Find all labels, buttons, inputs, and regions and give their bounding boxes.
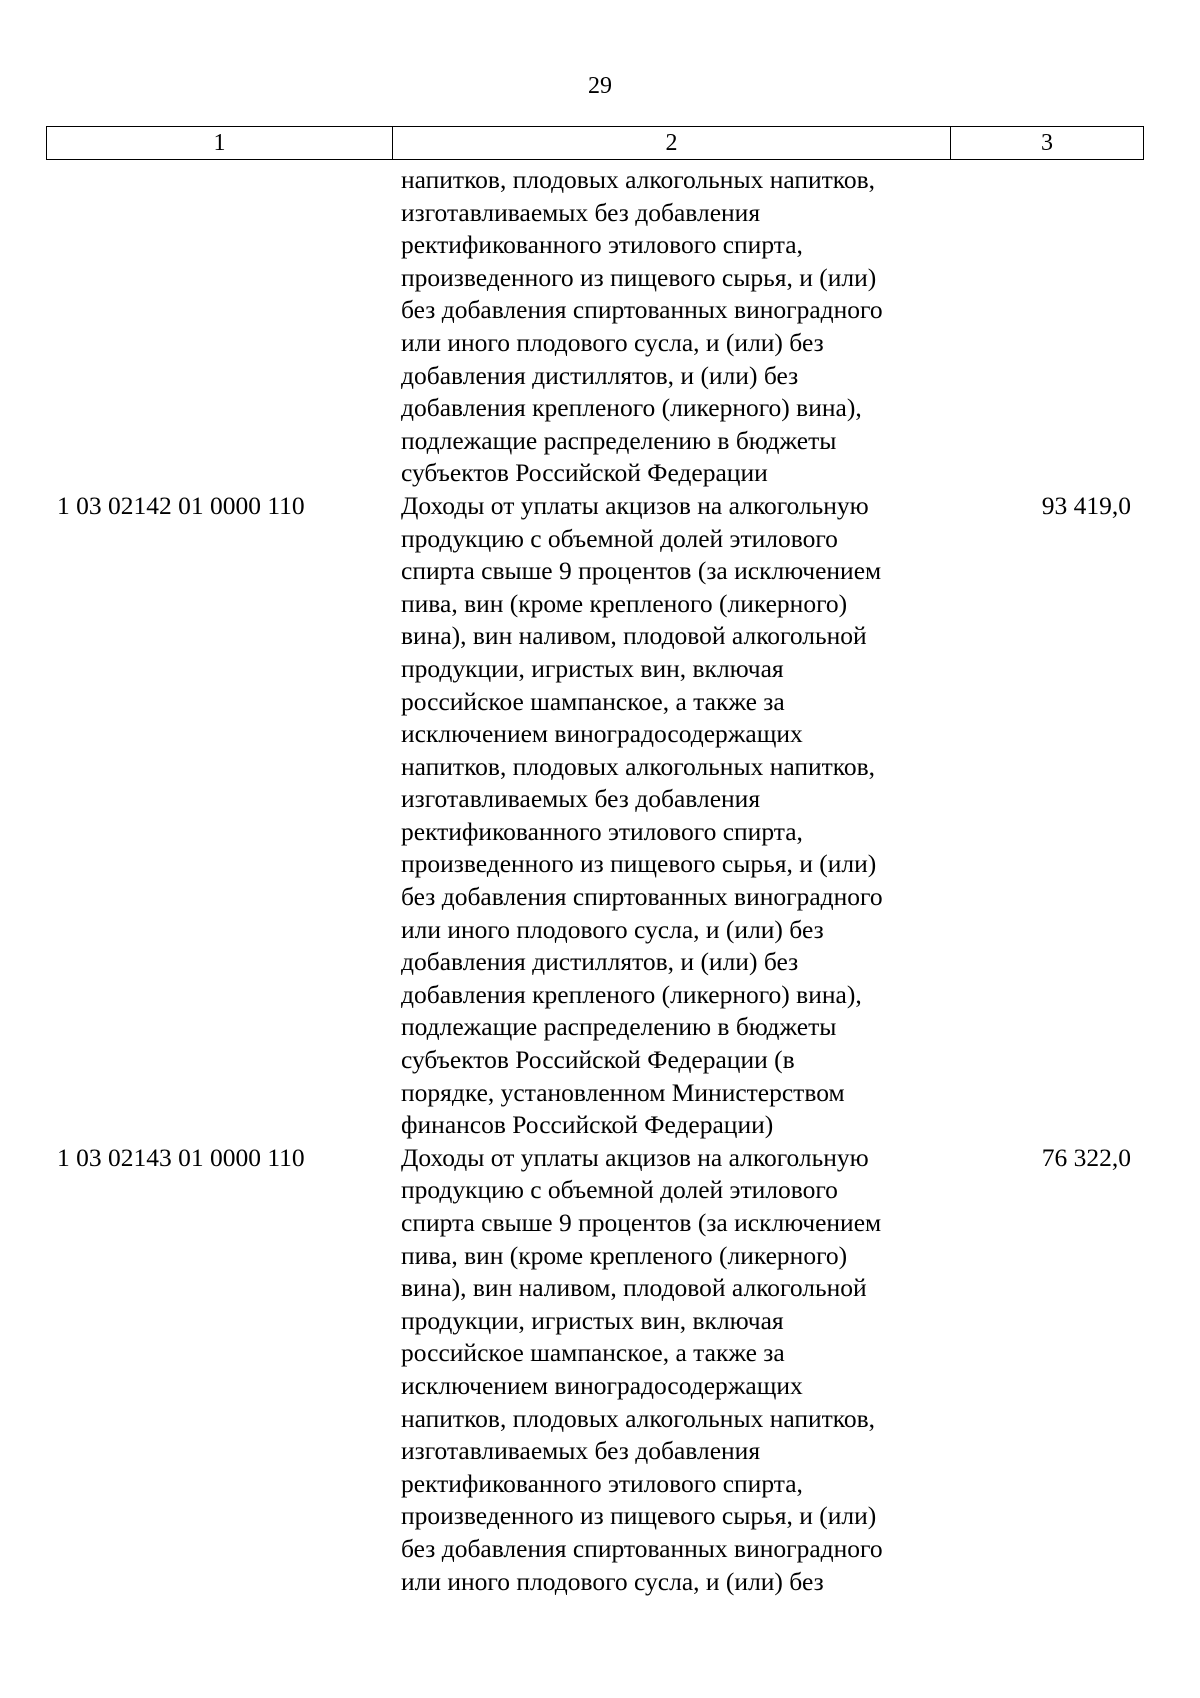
revenue-description (392, 1142, 950, 1598)
description-line: продукцию с объемной долей этилового (401, 523, 838, 553)
description-line: продукцию с объемной долей этилового (401, 1175, 838, 1205)
description-line: вина), вин наливом, плодовой алкогольной (401, 621, 867, 651)
column-header-2: 2 (393, 127, 951, 160)
description-line: порядке, установленном Министерством (401, 1077, 845, 1107)
page-number: 29 (588, 73, 612, 99)
description-line: добавления дистиллятов, и (или) без (401, 360, 799, 390)
description-line: российское шампанское, а также за (401, 686, 785, 716)
column-header-table (46, 126, 1144, 160)
revenue-description (392, 164, 950, 490)
description-line: произведенного из пищевого сырья, и (или) (401, 262, 877, 292)
description-line: Доходы от уплаты акцизов на алкогольную (401, 490, 869, 520)
description-line: Доходы от уплаты акцизов на алкогольную (401, 1142, 869, 1172)
description-line: произведенного из пищевого сырья, и (или) (401, 849, 877, 879)
description-line: без добавления спиртованных виноградного (401, 882, 883, 912)
description-line: добавления крепленого (ликерного) вина), (401, 393, 862, 423)
description-line: вина), вин наливом, плодовой алкогольной (401, 1273, 867, 1303)
description-line: спирта свыше 9 процентов (за исключением (401, 556, 882, 586)
description-line: пива, вин (кроме крепленого (ликерного) (401, 588, 848, 618)
description-line: финансов Российской Федерации) (401, 1110, 774, 1140)
column-header-3: 3 (951, 127, 1144, 160)
description-line: добавления крепленого (ликерного) вина), (401, 979, 862, 1009)
description-line: продукции, игристых вин, включая (401, 1305, 784, 1335)
column-header-1: 1 (47, 127, 393, 160)
description-line: исключением виноградосодержащих (401, 1370, 803, 1400)
revenue-description (392, 490, 950, 1142)
description-line: ректификованного этилового спирта, (401, 816, 803, 846)
description-line: подлежащие распределению в бюджеты (401, 425, 837, 455)
budget-classification-code: 1 03 02142 01 0000 110 (57, 490, 305, 520)
description-line: изготавливаемых без добавления (401, 1436, 761, 1466)
description-line: без добавления спиртованных виноградного (401, 295, 883, 325)
description-line: напитков, плодовых алкогольных напитков, (401, 751, 876, 781)
description-line: произведенного из пищевого сырья, и (или) (401, 1501, 877, 1531)
description-line: или иного плодового сусла, и (или) без (401, 914, 824, 944)
description-line: субъектов Российской Федерации (в (401, 1045, 795, 1075)
table-body (46, 164, 1143, 1598)
description-line: исключением виноградосодержащих (401, 719, 803, 749)
description-line: без добавления спиртованных виноградного (401, 1533, 883, 1563)
description-line: российское шампанское, а также за (401, 1338, 785, 1368)
description-line: спирта свыше 9 процентов (за исключением (401, 1208, 882, 1237)
table-row (46, 164, 1143, 490)
description-line: изготавливаемых без добавления (401, 784, 761, 814)
table-row (46, 1142, 1143, 1598)
column-header-row (47, 127, 1144, 160)
description-line: субъектов Российской Федерации (401, 458, 768, 488)
amount-value: 76 322,0 (1041, 1142, 1131, 1172)
description-line: ректификованного этилового спирта, (401, 230, 803, 260)
description-line: добавления дистиллятов, и (или) без (401, 947, 799, 977)
description-line: ректификованного этилового спирта, (401, 1468, 803, 1498)
description-line: подлежащие распределению в бюджеты (401, 1012, 837, 1042)
table-row (46, 490, 1143, 1142)
amount-value: 93 419,0 (1041, 490, 1131, 520)
description-line: продукции, игристых вин, включая (401, 653, 784, 683)
budget-classification-code: 1 03 02143 01 0000 110 (57, 1142, 305, 1172)
description-line: напитков, плодовых алкогольных напитков, (401, 1403, 876, 1433)
description-line: или иного плодового сусла, и (или) без (401, 1566, 824, 1596)
description-line: изготавливаемых без добавления (401, 197, 761, 227)
description-line: напитков, плодовых алкогольных напитков, (401, 165, 876, 194)
description-line: или иного плодового сусла, и (или) без (401, 327, 824, 357)
description-line: пива, вин (кроме крепленого (ликерного) (401, 1240, 848, 1270)
